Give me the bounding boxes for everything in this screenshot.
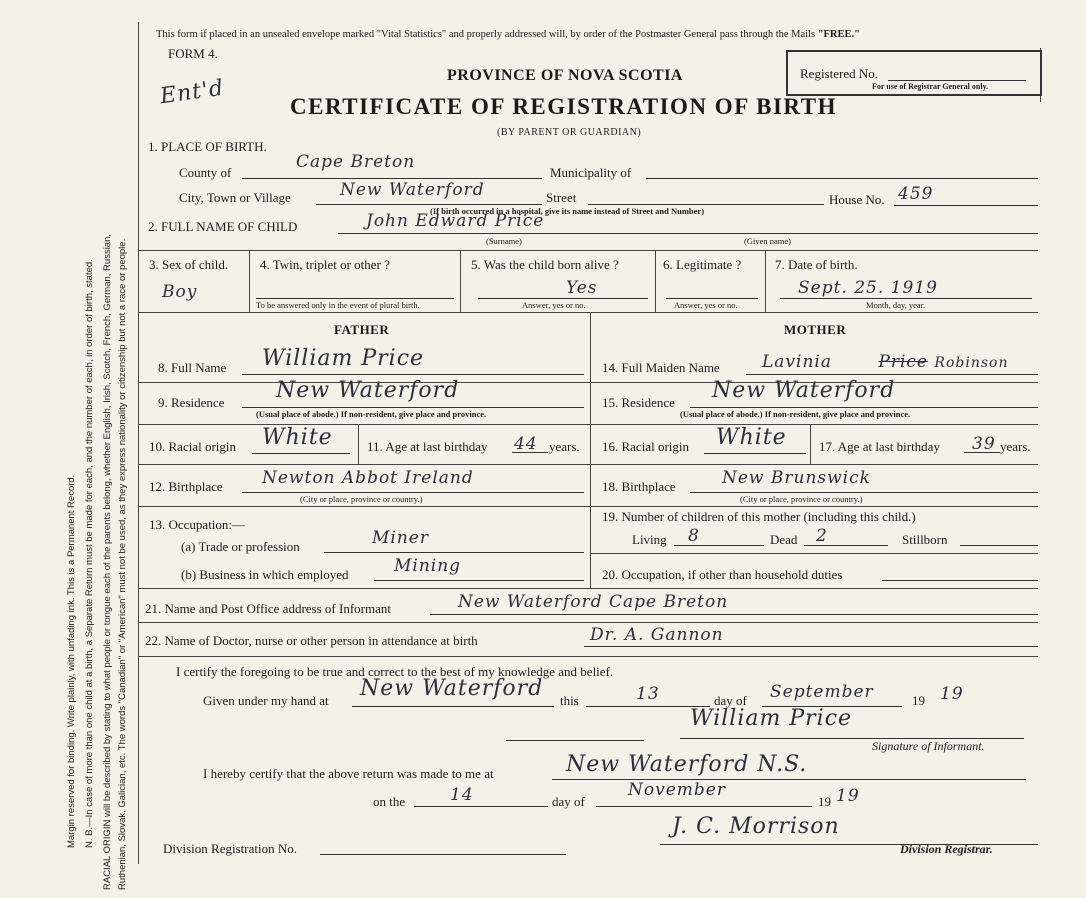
- racial-origin-note-1: RACIAL ORIGIN will be described by stating to what people or tongue each of the parents belong, whether English, Irish, Scotch, French, German, Russian,: [102, 233, 113, 890]
- mother-birthplace-label: 18. Birthplace: [602, 479, 676, 494]
- informant-line: [430, 614, 1038, 615]
- doctor-value: Dr. A. Gannon: [590, 625, 724, 645]
- father-trade-value: Miner: [372, 528, 429, 548]
- county-label: County of: [179, 165, 232, 180]
- father-name-value: William Price: [262, 346, 425, 371]
- legitimate-label: 6. Legitimate ?: [663, 257, 742, 272]
- mother-birthplace-line: [690, 492, 1038, 493]
- parents-bottom-line: [138, 588, 1038, 589]
- city-label: City, Town or Village: [179, 190, 291, 205]
- mother-children-label: 19. Number of children of this mother (including this child.): [602, 509, 916, 524]
- registrar-day-of-label: day of: [552, 794, 585, 809]
- mother-birthplace-value: New Brunswick: [722, 468, 871, 488]
- row-bottom-line: [138, 312, 1038, 313]
- frame-left: [138, 22, 139, 864]
- dob-label: 7. Date of birth.: [775, 257, 858, 272]
- informant-signature: William Price: [690, 706, 853, 731]
- father-residence-line: [242, 407, 584, 408]
- mother-name-label: 14. Full Maiden Name: [602, 360, 720, 375]
- father-birthplace-value: Newton Abbot Ireland: [262, 468, 474, 488]
- mother-name-line: [746, 374, 1038, 375]
- registered-note: For use of Registrar General only.: [872, 82, 989, 91]
- mother-struck-name: Price: [878, 352, 928, 372]
- doctor-sep: [138, 656, 1038, 657]
- mother-age-divider: [810, 424, 811, 464]
- this-label: this: [560, 693, 579, 708]
- registrar-day-value: 14: [450, 785, 474, 805]
- day-value: 13: [636, 684, 660, 704]
- mother-sep-4: [590, 506, 1038, 507]
- mother-occupation-line: [882, 580, 1038, 581]
- alive-value: Yes: [566, 278, 598, 298]
- twin-line: [256, 298, 454, 299]
- registrar-month-value: November: [628, 780, 726, 800]
- mother-racial-line: [704, 453, 806, 454]
- alive-line: [478, 298, 648, 299]
- mother-first-name: Lavinia: [762, 352, 832, 372]
- registrar-place-line: [552, 779, 1026, 780]
- living-label: Living: [632, 532, 667, 547]
- father-residence-note: (Usual place of abode.) If non-resident, give place and province.: [256, 409, 487, 419]
- year-value: 19: [940, 684, 964, 704]
- registered-box: [786, 50, 1042, 96]
- mother-birthplace-note: (City or place, province or country.): [740, 494, 863, 504]
- registrar-statement: I hereby certify that the above return was made to me at: [203, 766, 494, 781]
- given-name-note: (Given name): [744, 236, 791, 246]
- father-years-label: years.: [549, 439, 580, 454]
- short-sign-line: [506, 740, 644, 741]
- nb-note: N. B.—In case of more than one child at a birth, a Separate Return must be made for each, and the number of each, in order of birth, stated.: [84, 259, 95, 848]
- legitimate-note: Answer, yes or no.: [674, 300, 738, 310]
- father-birthplace-line: [242, 492, 584, 493]
- registrar-place-value: New Waterford N.S.: [566, 752, 808, 777]
- col-divider-2: [460, 250, 461, 312]
- father-residence-label: 9. Residence: [158, 395, 225, 410]
- given-place-value: New Waterford: [360, 676, 544, 701]
- father-business-line: [374, 580, 584, 581]
- father-trade-label: (a) Trade or profession: [181, 539, 300, 554]
- father-birthplace-label: 12. Birthplace: [149, 479, 223, 494]
- father-sep-2: [138, 424, 590, 425]
- father-age-divider: [358, 424, 359, 464]
- street-note: (If birth occurred in a hospital, give its name instead of Street and Number): [430, 206, 705, 216]
- informant-label: 21. Name and Post Office address of Informant: [145, 601, 391, 616]
- year-prefix: 19: [912, 693, 925, 708]
- postal-notice: This form if placed in an unsealed envelope marked "Vital Statistics" and properly addressed will, by order of the Postmaster General pass through the Mails "FREE.": [156, 29, 860, 40]
- father-sep-3: [138, 464, 590, 465]
- dead-label: Dead: [770, 532, 798, 547]
- street-line: [588, 204, 824, 205]
- dead-value: 2: [816, 526, 828, 546]
- mother-heading: MOTHER: [784, 322, 847, 337]
- father-age-label: 11. Age at last birthday: [367, 439, 488, 454]
- division-registrar-label: Division Registrar.: [900, 842, 993, 856]
- mother-sep-5: [590, 553, 1038, 554]
- mother-residence-line: [690, 407, 1038, 408]
- sex-value: Boy: [162, 282, 198, 302]
- municipality-label: Municipality of: [550, 165, 632, 180]
- child-name-label: 2. FULL NAME OF CHILD: [148, 219, 298, 234]
- father-trade-line: [324, 552, 584, 553]
- mother-residence-note: (Usual place of abode.) If non-resident, give place and province.: [680, 409, 911, 419]
- on-the-label: on the: [373, 794, 406, 809]
- county-line: [242, 178, 542, 179]
- informant-sep: [138, 622, 1038, 623]
- month-value: September: [770, 682, 874, 702]
- alive-label: 5. Was the child born alive ?: [471, 257, 619, 272]
- father-name-label: 8. Full Name: [158, 360, 227, 375]
- dob-line: [780, 298, 1032, 299]
- county-value: Cape Breton: [296, 152, 416, 172]
- doctor-label: 22. Name of Doctor, nurse or other person in attendance at birth: [145, 633, 478, 648]
- registered-label: Registered No.: [800, 66, 878, 81]
- father-name-line: [242, 374, 584, 375]
- given-place-line: [352, 706, 554, 707]
- entered-annotation: Ent'd: [158, 75, 226, 110]
- row-top-line: [138, 250, 1038, 251]
- margin-note: Margin reserved for binding. Write plainly, with unfading ink. This is a Permanent Record.: [66, 474, 77, 848]
- mother-residence-label: 15. Residence: [602, 395, 675, 410]
- legitimate-line: [666, 298, 758, 299]
- house-label: House No.: [829, 192, 885, 207]
- sex-label: 3. Sex of child.: [149, 257, 229, 272]
- mother-sep-2: [590, 424, 1038, 425]
- father-business-value: Mining: [394, 556, 462, 576]
- col-divider-3: [655, 250, 656, 312]
- father-age-value: 44: [514, 434, 538, 454]
- division-registration-label: Division Registration No.: [163, 841, 297, 856]
- mother-racial-value: White: [716, 425, 787, 450]
- dob-note: Month, day, year.: [866, 300, 926, 310]
- twin-label: 4. Twin, triplet or other ?: [260, 257, 390, 272]
- mother-occupation-label: 20. Occupation, if other than household duties: [602, 567, 843, 582]
- racial-origin-note-2: Ruthenian, Slovak, Galician, etc. The words "Canadian" or "American" must not be used, as they express nationality or citizenship but not a race or people.: [117, 238, 128, 890]
- place-heading: 1. PLACE OF BIRTH.: [148, 139, 267, 154]
- form-number: FORM 4.: [168, 46, 218, 61]
- father-racial-line: [252, 453, 350, 454]
- col-divider-4: [765, 250, 766, 312]
- certify-statement: I certify the foregoing to be true and correct to the best of my knowledge and belief.: [176, 664, 614, 679]
- stillborn-line: [960, 545, 1038, 546]
- father-racial-value: White: [262, 425, 333, 450]
- registrar-month-line: [596, 806, 812, 807]
- certificate-subtitle: (BY PARENT OR GUARDIAN): [497, 127, 642, 138]
- mother-racial-label: 16. Racial origin: [602, 439, 690, 454]
- street-label: Street: [546, 190, 577, 205]
- day-of-label: day of: [714, 693, 747, 708]
- surname-note: (Surname): [486, 236, 522, 246]
- certificate-title: CERTIFICATE OF REGISTRATION OF BIRTH: [290, 94, 837, 119]
- father-residence-value: New Waterford: [276, 378, 460, 403]
- twin-note: To be answered only in the event of plural birth.: [256, 300, 420, 310]
- informant-signature-label: Signature of Informant.: [872, 739, 985, 753]
- father-birthplace-note: (City or place, province or country.): [300, 494, 423, 504]
- stillborn-label: Stillborn: [902, 532, 948, 547]
- division-registration-line: [320, 854, 566, 855]
- mother-age-value: 39: [972, 434, 996, 454]
- mother-maiden-surname: Robinson: [934, 355, 1009, 371]
- mother-years-label: years.: [1000, 439, 1031, 454]
- father-racial-label: 10. Racial origin: [149, 439, 237, 454]
- mother-name-value: [762, 352, 1008, 372]
- mother-age-label: 17. Age at last birthday: [819, 439, 940, 454]
- province-heading: PROVINCE OF NOVA SCOTIA: [447, 67, 683, 84]
- city-line: [316, 204, 542, 205]
- doctor-line: [584, 646, 1038, 647]
- registered-line: [888, 80, 1026, 81]
- col-divider-1: [249, 250, 250, 312]
- alive-note: Answer, yes or no.: [522, 300, 586, 310]
- informant-value: New Waterford Cape Breton: [458, 592, 729, 612]
- father-heading: FATHER: [334, 322, 390, 337]
- dob-value: Sept. 25. 1919: [798, 278, 938, 298]
- mother-sep-3: [590, 464, 1038, 465]
- registrar-year-prefix: 19: [818, 794, 831, 809]
- city-value: New Waterford: [340, 180, 485, 200]
- registrar-signature: J. C. Morrison: [672, 814, 840, 839]
- child-name-value: John Edward Price: [366, 211, 545, 231]
- given-label: Given under my hand at: [203, 693, 329, 708]
- father-business-label: (b) Business in which employed: [181, 567, 349, 582]
- child-name-line: [338, 233, 1038, 234]
- parent-divider: [590, 312, 591, 588]
- municipality-line: [646, 178, 1038, 179]
- house-line: [894, 205, 1038, 206]
- living-value: 8: [688, 526, 700, 546]
- registrar-year-value: 19: [836, 786, 860, 806]
- father-occupation-label: 13. Occupation:—: [149, 517, 246, 532]
- house-value: 459: [898, 184, 934, 204]
- mother-residence-value: New Waterford: [712, 378, 896, 403]
- father-sep-4: [138, 506, 590, 507]
- registrar-day-line: [414, 806, 548, 807]
